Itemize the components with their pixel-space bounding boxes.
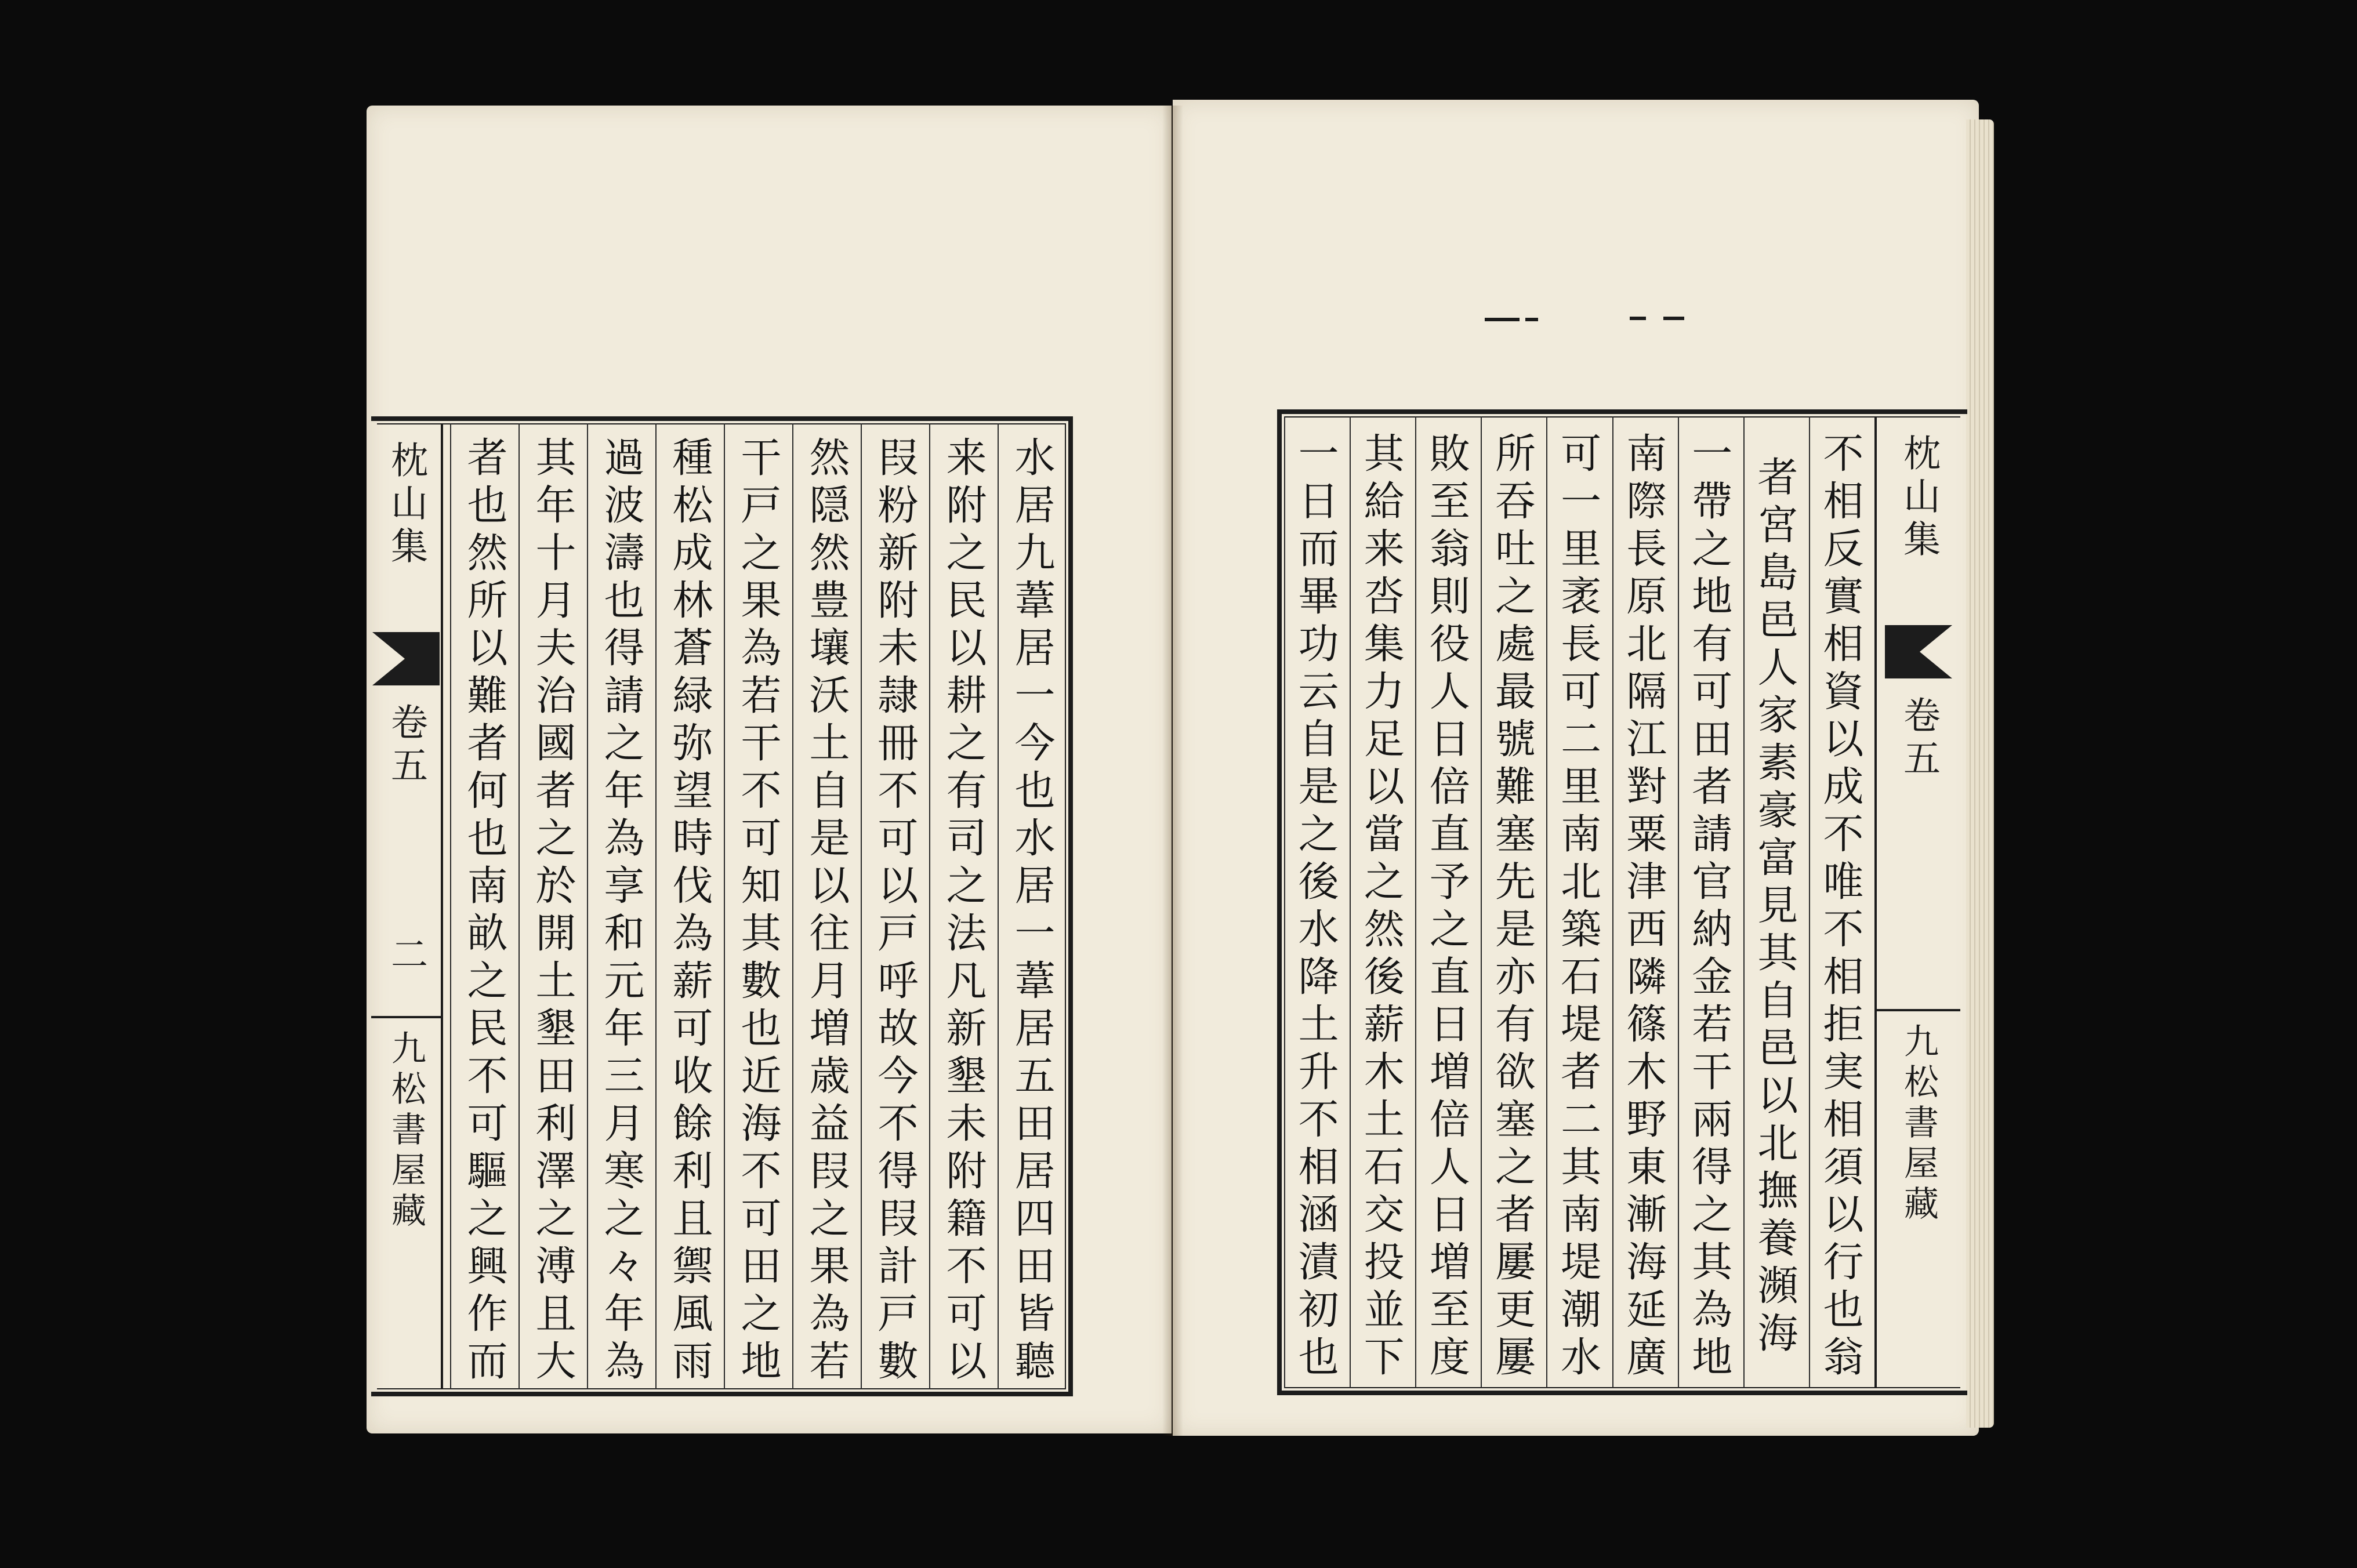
left-text-columns [445, 423, 1066, 1389]
book-gutter [1162, 106, 1183, 1436]
right-text-columns [1284, 416, 1874, 1388]
text-column: 南際長原北隔江對粟津西隣篠木野東漸海延廣 [1612, 416, 1678, 1388]
text-column: 所吞吐之處最號難塞先是亦有欲塞之者屢更屢 [1481, 416, 1546, 1388]
text-column: 不相反實相資以成不唯不相拒実相須以行也翁 [1809, 416, 1874, 1388]
text-column: 敗至翁則役人日倍直予之直日増倍人日増至度 [1415, 416, 1481, 1388]
ink-mark [1663, 317, 1684, 320]
ink-mark [1630, 317, 1646, 320]
hanshin-title: 枕山集 [1897, 434, 1940, 562]
text-column: 来附之民以耕之有司之法凡新墾未附籍不可以 [929, 423, 998, 1389]
text-column: 然隠然豊壤沃土自是以往月増歳益叚之果為若 [792, 423, 861, 1389]
ink-mark [1485, 318, 1520, 321]
text-column: 其給来呇集力足以當之然後薪木土石交投並下 [1350, 416, 1415, 1388]
right-hanshin [1874, 416, 1960, 1388]
text-column: 過波濤也得請之年為享和元年三月寒之々年為 [587, 423, 655, 1389]
page-edges [1966, 119, 1994, 1428]
text-column: 種松成林蒼緑弥望時伐為薪可收餘利且禦風雨 [655, 423, 724, 1389]
text-column: 叚粉新附未隷冊不可以戸呼故今不得叚計戸數 [861, 423, 929, 1389]
hanshin-rule [371, 1016, 441, 1018]
fishtail-mark-icon [372, 632, 440, 685]
text-column: 一帶之地有可田者請官納金若干兩得之其為地 [1678, 416, 1743, 1388]
text-column: 一日而畢功云自是之後水降土升不相涵漬初也 [1284, 416, 1350, 1388]
hanshin-publisher: 九松書屋藏 [386, 1030, 426, 1233]
left-hanshin [371, 423, 443, 1389]
hanshin-publisher: 九松書屋藏 [1898, 1023, 1939, 1226]
fishtail-mark-icon [1885, 625, 1952, 678]
hanshin-volume: 卷五 [1897, 696, 1940, 782]
text-column: 其年十月夫治國者之於開土墾田利澤之溥且大 [518, 423, 587, 1389]
ink-mark [1525, 318, 1538, 321]
hanshin-rule [1877, 1009, 1960, 1011]
hanshin-folio: 二 [385, 935, 427, 978]
hanshin-volume: 卷五 [385, 703, 427, 789]
hanshin-title: 枕山集 [385, 441, 427, 569]
text-column: 可一里袤長可二里南北築石堤者二其南堤潮水 [1546, 416, 1612, 1388]
text-column: 者宮島邑人家素豪富見其自邑以北撫養瀕海 [1743, 416, 1809, 1388]
text-column: 干戸之果為若干不可知其數也近海不可田之地 [724, 423, 792, 1389]
text-column: 者也然所以難者何也南畝之民不可驅之興作而 [450, 423, 518, 1389]
text-column: 水居九葦居一今也水居一葦居五田居四田皆聽 [998, 423, 1066, 1389]
